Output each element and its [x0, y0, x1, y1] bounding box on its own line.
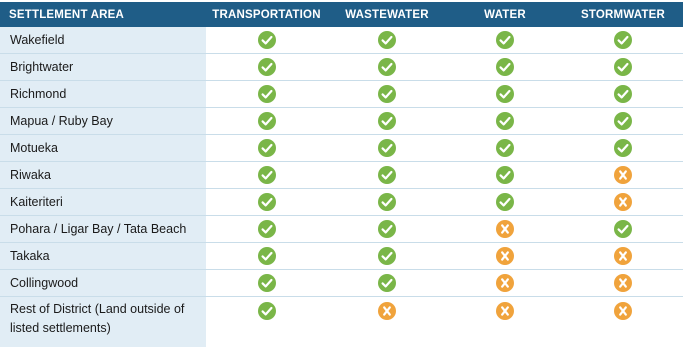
status-cell-transportation	[206, 189, 327, 216]
status-cell-water	[447, 243, 563, 270]
header-transportation: TRANSPORTATION	[206, 2, 327, 27]
check-icon	[258, 139, 276, 157]
status-cell-wastewater	[327, 162, 447, 189]
x-icon	[496, 220, 514, 238]
status-cell-transportation	[206, 108, 327, 135]
status-cell-water	[447, 216, 563, 243]
settlement-area-name: Mapua / Ruby Bay	[0, 108, 206, 135]
x-icon	[496, 247, 514, 265]
table-row	[0, 135, 683, 162]
status-cell-water	[447, 108, 563, 135]
status-cell-water	[447, 189, 563, 216]
check-icon	[378, 58, 396, 76]
check-icon	[258, 274, 276, 292]
header-settlement-area: SETTLEMENT AREA	[0, 2, 206, 27]
infrastructure-table	[0, 2, 683, 347]
check-icon	[378, 166, 396, 184]
status-cell-water	[447, 135, 563, 162]
settlement-area-name: Collingwood	[0, 270, 206, 297]
check-icon	[614, 112, 632, 130]
check-icon	[614, 85, 632, 103]
settlement-area-name: Takaka	[0, 243, 206, 270]
status-cell-transportation	[206, 81, 327, 108]
table-row	[0, 243, 683, 270]
x-icon	[614, 302, 632, 320]
table-row	[0, 54, 683, 81]
status-cell-wastewater	[327, 297, 447, 348]
check-icon	[378, 85, 396, 103]
settlement-area-name: Richmond	[0, 81, 206, 108]
check-icon	[258, 247, 276, 265]
status-cell-stormwater	[563, 297, 683, 348]
status-cell-water	[447, 54, 563, 81]
status-cell-transportation	[206, 27, 327, 54]
status-cell-transportation	[206, 135, 327, 162]
status-cell-water	[447, 270, 563, 297]
status-cell-stormwater	[563, 135, 683, 162]
status-cell-wastewater	[327, 216, 447, 243]
status-cell-transportation	[206, 243, 327, 270]
check-icon	[378, 139, 396, 157]
check-icon	[258, 85, 276, 103]
status-cell-wastewater	[327, 54, 447, 81]
status-cell-transportation	[206, 270, 327, 297]
check-icon	[496, 139, 514, 157]
header-stormwater: STORMWATER	[563, 2, 683, 27]
table-row	[0, 270, 683, 297]
check-icon	[258, 220, 276, 238]
check-icon	[496, 85, 514, 103]
x-icon	[614, 247, 632, 265]
status-cell-water	[447, 297, 563, 348]
status-cell-stormwater	[563, 243, 683, 270]
check-icon	[614, 31, 632, 49]
check-icon	[378, 274, 396, 292]
settlement-area-name: Pohara / Ligar Bay / Tata Beach	[0, 216, 206, 243]
x-icon	[614, 274, 632, 292]
status-cell-wastewater	[327, 135, 447, 162]
x-icon	[378, 302, 396, 320]
check-icon	[496, 193, 514, 211]
status-cell-wastewater	[327, 108, 447, 135]
table-row	[0, 108, 683, 135]
check-icon	[258, 58, 276, 76]
check-icon	[496, 31, 514, 49]
settlement-area-name: Kaiteriteri	[0, 189, 206, 216]
check-icon	[258, 166, 276, 184]
status-cell-stormwater	[563, 189, 683, 216]
status-cell-transportation	[206, 54, 327, 81]
header-wastewater: WASTEWATER	[327, 2, 447, 27]
check-icon	[496, 112, 514, 130]
status-cell-stormwater	[563, 81, 683, 108]
check-icon	[258, 31, 276, 49]
check-icon	[378, 247, 396, 265]
check-icon	[378, 193, 396, 211]
check-icon	[496, 166, 514, 184]
status-cell-water	[447, 162, 563, 189]
check-icon	[378, 220, 396, 238]
x-icon	[614, 166, 632, 184]
check-icon	[496, 58, 514, 76]
status-cell-wastewater	[327, 81, 447, 108]
x-icon	[496, 274, 514, 292]
settlement-area-name: Wakefield	[0, 27, 206, 54]
table-row	[0, 162, 683, 189]
check-icon	[258, 193, 276, 211]
settlement-area-name: Brightwater	[0, 54, 206, 81]
settlement-area-name: Rest of District (Land outside of listed settlements)	[0, 297, 206, 348]
status-cell-stormwater	[563, 270, 683, 297]
settlement-area-name: Motueka	[0, 135, 206, 162]
table-row	[0, 27, 683, 54]
status-cell-stormwater	[563, 54, 683, 81]
status-cell-wastewater	[327, 270, 447, 297]
table-body	[0, 27, 683, 347]
status-cell-transportation	[206, 297, 327, 348]
table-row	[0, 189, 683, 216]
x-icon	[614, 193, 632, 211]
x-icon	[496, 302, 514, 320]
table-row	[0, 297, 683, 348]
header-water: WATER	[447, 2, 563, 27]
status-cell-stormwater	[563, 216, 683, 243]
table-row	[0, 81, 683, 108]
status-cell-water	[447, 27, 563, 54]
status-cell-transportation	[206, 162, 327, 189]
check-icon	[378, 112, 396, 130]
settlement-area-name: Riwaka	[0, 162, 206, 189]
table-row	[0, 216, 683, 243]
check-icon	[614, 139, 632, 157]
header-row	[0, 2, 683, 27]
table-header	[0, 2, 683, 27]
check-icon	[614, 58, 632, 76]
check-icon	[614, 220, 632, 238]
check-icon	[258, 302, 276, 320]
status-cell-wastewater	[327, 189, 447, 216]
status-cell-water	[447, 81, 563, 108]
status-cell-wastewater	[327, 243, 447, 270]
status-cell-stormwater	[563, 162, 683, 189]
check-icon	[258, 112, 276, 130]
check-icon	[378, 31, 396, 49]
status-cell-stormwater	[563, 27, 683, 54]
status-cell-stormwater	[563, 108, 683, 135]
status-cell-wastewater	[327, 27, 447, 54]
status-cell-transportation	[206, 216, 327, 243]
